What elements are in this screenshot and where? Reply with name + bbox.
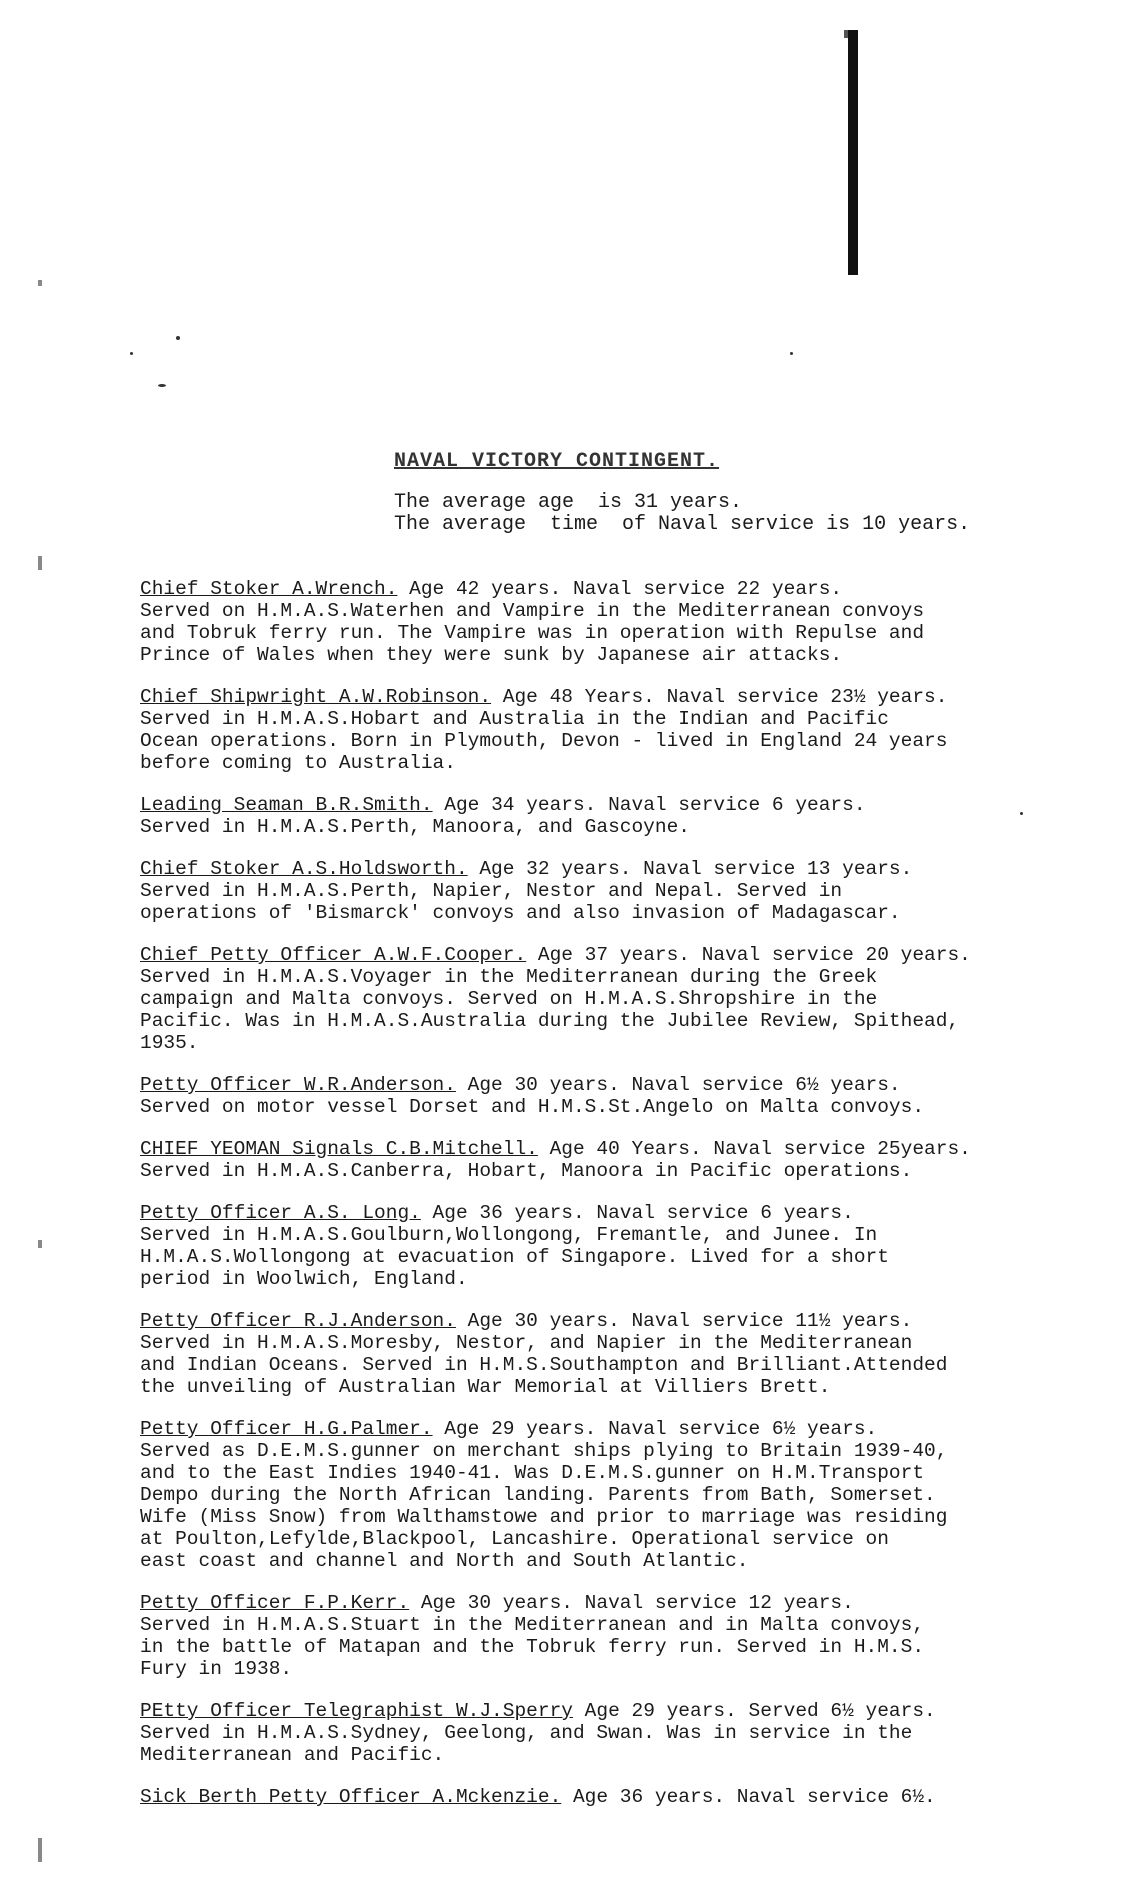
entry-detail-line: before coming to Australia. [140, 752, 456, 774]
entry-detail-line: Ocean operations. Born in Plymouth, Devon - lived in England 24 years [140, 730, 948, 752]
entry-detail-line: the unveiling of Australian War Memorial at Villiers Brett. [140, 1376, 831, 1398]
entry-age-service: Age 30 years. Naval service 6½ years. [455, 1074, 901, 1096]
scan-speck [176, 336, 180, 340]
entry-heading [140, 858, 1120, 880]
entry-rank-name: Chief Stoker A.S.Holdsworth. [140, 858, 468, 880]
entry-rank-name: PEtty Officer Telegraphist W.J.Sperry [140, 1700, 573, 1722]
personnel-entry [140, 858, 1120, 924]
entry-heading [140, 1310, 1120, 1332]
entry-detail-line: Served in H.M.A.S.Perth, Manoora, and Gascoyne. [140, 816, 690, 838]
entry-detail-line: and to the East Indies 1940-41. Was D.E.M.S.gunner on H.M.Transport [140, 1462, 925, 1484]
entry-detail-line: Prince of Wales when they were sunk by Japanese air attacks. [140, 644, 843, 666]
entry-detail-line: and Tobruk ferry run. The Vampire was in operation with Repulse and [140, 622, 925, 644]
entry-detail-line: at Poulton,Lefylde,Blackpool, Lancashire. Operational service on [140, 1528, 889, 1550]
entry-rank-name: Chief Petty Officer A.W.F.Cooper. [140, 944, 527, 966]
entry-heading [140, 944, 1120, 966]
personnel-entry [140, 1786, 1120, 1808]
entry-rank-name: Petty Officer A.S. Long. [140, 1202, 421, 1224]
entry-age-service: Age 42 years. Naval service 22 years. [397, 578, 843, 600]
entry-heading [140, 1592, 1120, 1614]
entry-detail-line: Served as D.E.M.S.gunner on merchant ships plying to Britain 1939-40, [140, 1440, 948, 1462]
entry-detail-line: and Indian Oceans. Served in H.M.S.Southampton and Brilliant.Attended [140, 1354, 948, 1376]
entry-detail-line: Mediterranean and Pacific. [140, 1744, 445, 1766]
entry-rank-name: Leading Seaman B.R.Smith. [140, 794, 433, 816]
entry-detail-line: Wife (Miss Snow) from Walthamstowe and prior to marriage was residing [140, 1506, 948, 1528]
scan-mark [38, 280, 42, 286]
entry-detail-line: Fury in 1938. [140, 1658, 293, 1680]
margin-bar [848, 30, 858, 275]
personnel-list [140, 578, 1120, 1828]
personnel-entry [140, 1418, 1120, 1572]
entry-age-service: Age 40 Years. Naval service 25years. [537, 1138, 971, 1160]
entry-detail-line: Served in H.M.A.S.Canberra, Hobart, Manoora in Pacific operations. [140, 1160, 913, 1182]
entry-heading [140, 1786, 1120, 1808]
entry-heading [140, 1418, 1120, 1440]
entry-detail-line: Served in H.M.A.S.Goulburn,Wollongong, Fremantle, and Junee. In [140, 1224, 878, 1246]
entry-rank-name: Chief Shipwright A.W.Robinson. [140, 686, 492, 708]
scan-mark [38, 1838, 42, 1862]
entry-heading [140, 1202, 1120, 1224]
entry-detail-line: Pacific. Was in H.M.A.S.Australia during the Jubilee Review, Spithead, [140, 1010, 960, 1032]
entry-detail-line: Served in H.M.A.S.Hobart and Australia in the Indian and Pacific [140, 708, 889, 730]
entry-detail-line: Served on H.M.A.S.Waterhen and Vampire in the Mediterranean convoys [140, 600, 925, 622]
entry-detail-line: Dempo during the North African landing. Parents from Bath, Somerset. [140, 1484, 936, 1506]
scan-mark [38, 1240, 42, 1248]
personnel-entry [140, 1138, 1120, 1182]
entry-heading [140, 1074, 1120, 1096]
personnel-entry [140, 1074, 1120, 1118]
entry-detail-line: Served in H.M.A.S.Moresby, Nestor, and Napier in the Mediterranean [140, 1332, 913, 1354]
scan-mark [38, 556, 42, 570]
entry-age-service: Age 32 years. Naval service 13 years. [467, 858, 913, 880]
entry-detail-line: campaign and Malta convoys. Served on H.M.A.S.Shropshire in the [140, 988, 878, 1010]
entry-age-service: Age 34 years. Naval service 6 years. [432, 794, 866, 816]
personnel-entry [140, 1592, 1120, 1680]
entry-age-service: Age 37 years. Naval service 20 years. [526, 944, 971, 966]
entry-detail-line: Served in H.M.A.S.Sydney, Geelong, and Swan. Was in service in the [140, 1722, 913, 1744]
entry-heading [140, 1138, 1120, 1160]
summary-average-age: The average age is 31 years. [394, 491, 743, 514]
entry-rank-name: Chief Stoker A.Wrench. [140, 578, 398, 600]
entry-detail-line: Served in H.M.A.S.Perth, Napier, Nestor and Nepal. Served in [140, 880, 843, 902]
entry-detail-line: period in Woolwich, England. [140, 1268, 468, 1290]
entry-age-service: Age 36 years. Naval service 6 years. [420, 1202, 854, 1224]
personnel-entry [140, 1700, 1120, 1766]
entry-heading [140, 578, 1120, 600]
personnel-entry [140, 1202, 1120, 1290]
entry-age-service: Age 29 years. Served 6½ years. [572, 1700, 936, 1722]
margin-tick [844, 30, 848, 38]
entry-detail-line: in the battle of Matapan and the Tobruk ferry run. Served in H.M.S. [140, 1636, 925, 1658]
entry-detail-line: 1935. [140, 1032, 199, 1054]
entry-detail-line: operations of 'Bismarck' convoys and also invasion of Madagascar. [140, 902, 901, 924]
entry-rank-name: CHIEF YEOMAN Signals C.B.Mitchell. [140, 1138, 538, 1160]
entry-detail-line: Served in H.M.A.S.Voyager in the Mediterranean during the Greek [140, 966, 878, 988]
personnel-entry [140, 686, 1120, 774]
entry-age-service: Age 48 Years. Naval service 23½ years. [491, 686, 948, 708]
personnel-entry [140, 1310, 1120, 1398]
entry-age-service: Age 30 years. Naval service 12 years. [409, 1592, 854, 1614]
entry-detail-line: H.M.A.S.Wollongong at evacuation of Singapore. Lived for a short [140, 1246, 889, 1268]
entry-rank-name: Petty Officer R.J.Anderson. [140, 1310, 456, 1332]
summary-block [394, 492, 970, 536]
personnel-entry [140, 944, 1120, 1054]
entry-detail-line: Served in H.M.A.S.Stuart in the Mediterranean and in Malta convoys, [140, 1614, 925, 1636]
entry-detail-line: Served on motor vessel Dorset and H.M.S.St.Angelo on Malta convoys. [140, 1096, 925, 1118]
entry-heading [140, 686, 1120, 708]
entry-age-service: Age 36 years. Naval service 6½. [561, 1786, 936, 1808]
entry-age-service: Age 30 years. Naval service 11½ years. [455, 1310, 913, 1332]
entry-detail-line: east coast and channel and North and South Atlantic. [140, 1550, 749, 1572]
scan-speck [130, 352, 133, 355]
entry-rank-name: Petty Officer F.P.Kerr. [140, 1592, 410, 1614]
entry-rank-name: Sick Berth Petty Officer A.Mckenzie. [140, 1786, 562, 1808]
personnel-entry [140, 794, 1120, 838]
scan-speck [790, 352, 793, 355]
entry-heading [140, 794, 1120, 816]
personnel-entry [140, 578, 1120, 666]
entry-rank-name: Petty Officer H.G.Palmer. [140, 1418, 433, 1440]
document-heading: NAVAL VICTORY CONTINGENT. [394, 450, 720, 473]
entry-age-service: Age 29 years. Naval service 6½ years. [432, 1418, 878, 1440]
summary-average-service: The average time of Naval service is 10 years. [394, 513, 971, 536]
entry-rank-name: Petty Officer W.R.Anderson. [140, 1074, 456, 1096]
scan-speck [158, 384, 166, 387]
entry-heading [140, 1700, 1120, 1722]
